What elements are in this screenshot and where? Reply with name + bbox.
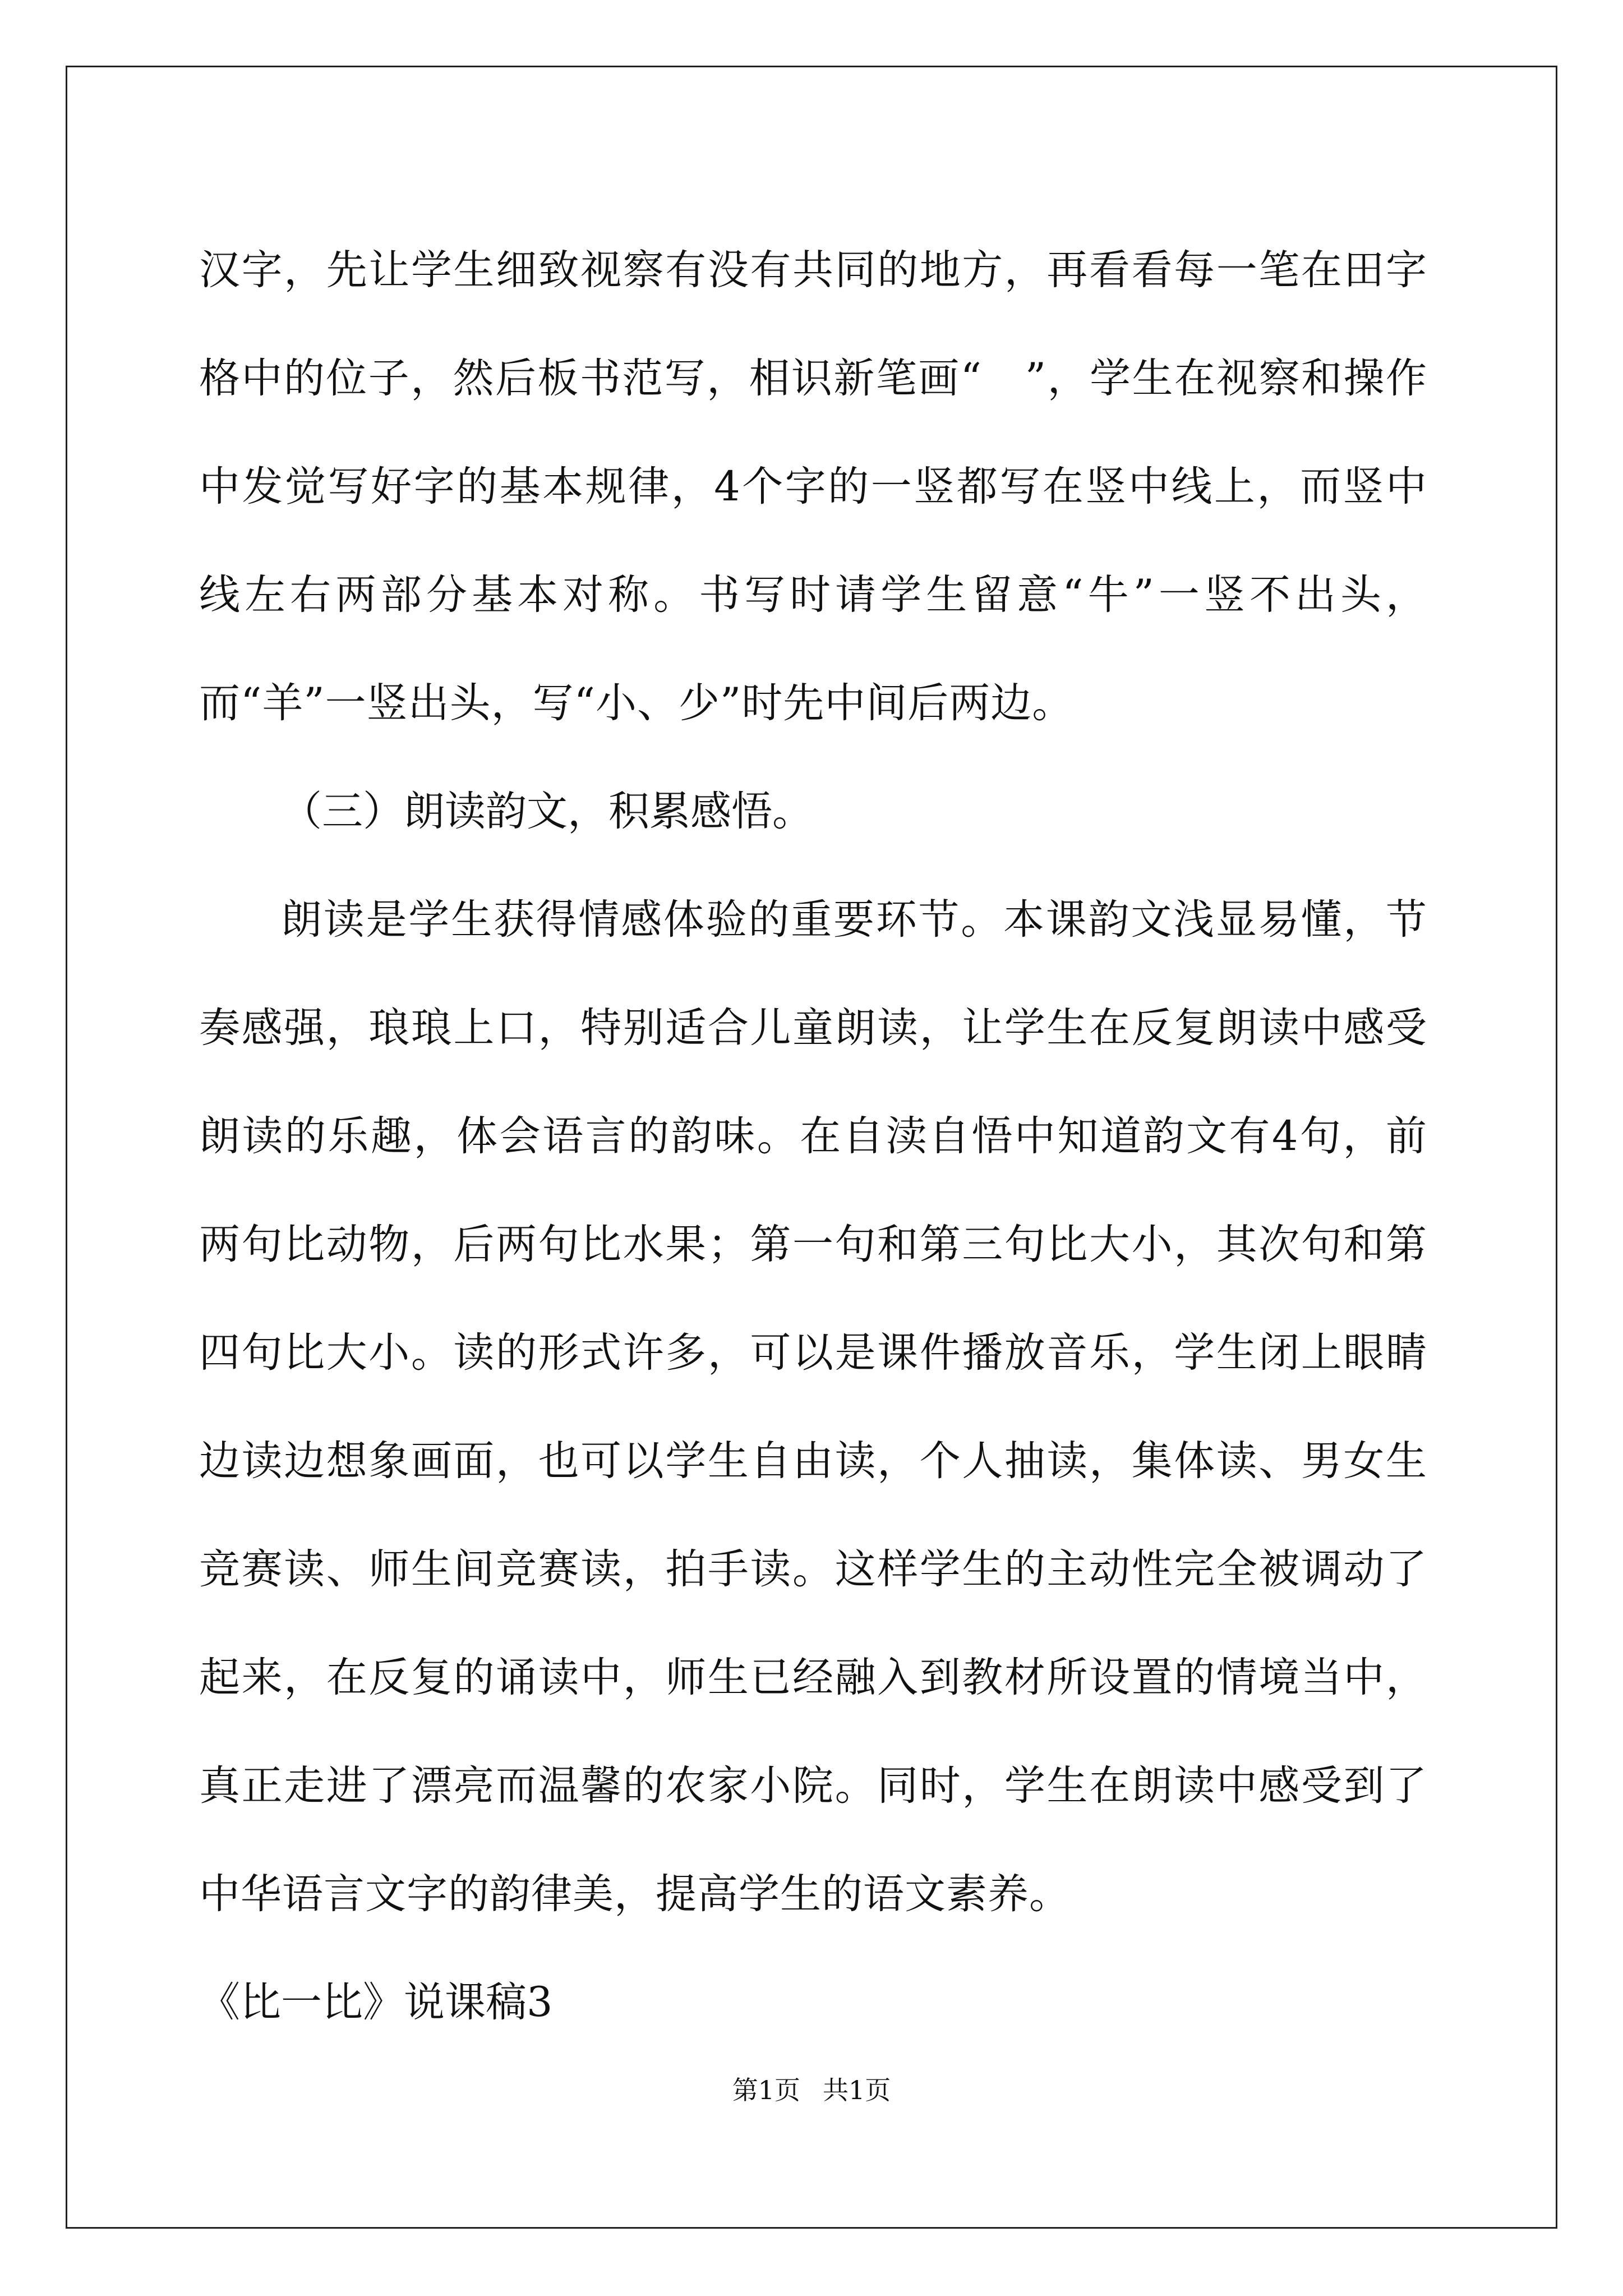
document-title: 《比一比》说课稿3 bbox=[199, 1978, 553, 2026]
page-footer bbox=[0, 2070, 1623, 2107]
paragraph-reading: 朗读是学生获得情感体验的重要环节。本课韵文浅显易懂，节奏感强，琅琅上口，特别适合儿童朗读，让学生在反复朗读中感受朗读的乐趣，体会语言的韵味。在自渎自悟中知道韵文有4句，前两句比动物，后两句比水果；第一句和第三句比大小，其次句和第四句比大小。读的形式许多，可以是课件播放音乐，学生闭上眼睛边读边想象画面，也可以学生自由读，个人抽读，集体读、男女生竞赛读、师生间竞赛读，拍手读。这样学生的主动性完全被调动了起来，在反复的诵读中，师生已经融入到教材所设置的情境当中，真正走进了漂亮而温馨的农家小院。同时，学生在朗读中感受到了中华语言文字的韵律美，提高学生的语文素养。 bbox=[199, 896, 1427, 1918]
section-heading-reading: （三）朗读韵文，积累感悟。 bbox=[281, 788, 813, 835]
paragraph-writing-guide: 汉字，先让学生细致视察有没有共同的地方，再看看每一笔在田字格中的位子，然后板书范写，相识新笔画“ ”，学生在视察和操作中发觉写好字的基本规律，4个字的一竖都写在竖中线上，而竖中线左右两部分基本对称。书写时请学生留意“牛”一竖不出头，而“羊”一竖出头，写“小、少”时先中间后两边。 bbox=[199, 246, 1427, 727]
document-body bbox=[199, 216, 1427, 2056]
page-number: 第1页 bbox=[732, 2075, 800, 2105]
page-total: 共1页 bbox=[823, 2075, 891, 2105]
